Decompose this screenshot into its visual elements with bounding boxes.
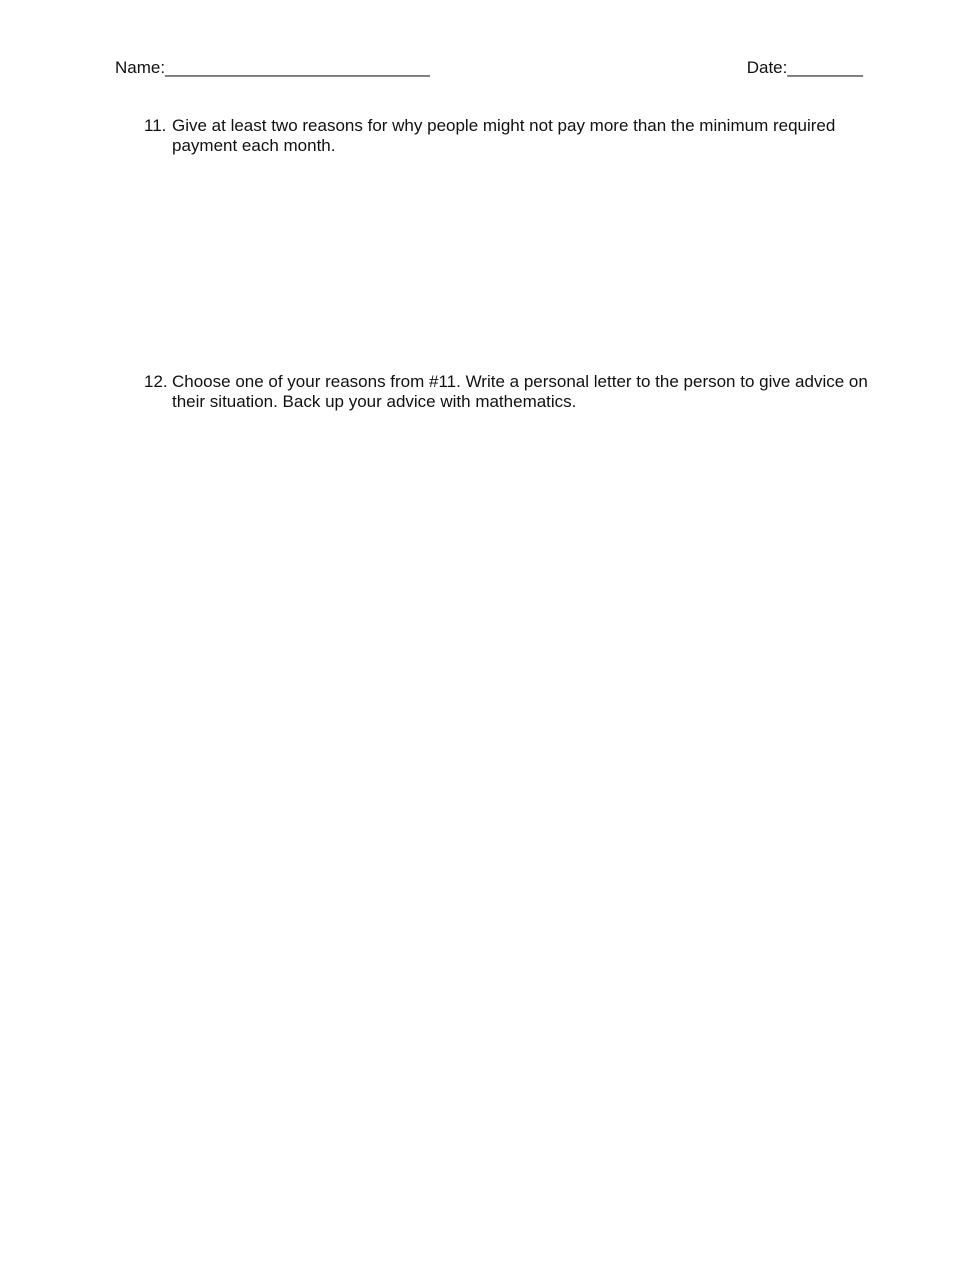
question-12 [144,372,874,412]
answer-space-12[interactable] [144,416,874,1216]
name-field[interactable]: Name:____________________________ [115,58,430,77]
question-text: Choose one of your reasons from #11. Write a personal letter to the person to give advice on their situation. Back up your advice with mathematics. [172,372,868,411]
question-number: 12. [144,372,168,391]
question-11 [144,116,874,156]
answer-space-11[interactable] [144,160,874,360]
question-number: 11. [144,116,167,135]
date-field[interactable]: Date:________ [746,58,863,77]
question-text: Give at least two reasons for why people might not pay more than the minimum required payment each month. [172,116,836,155]
